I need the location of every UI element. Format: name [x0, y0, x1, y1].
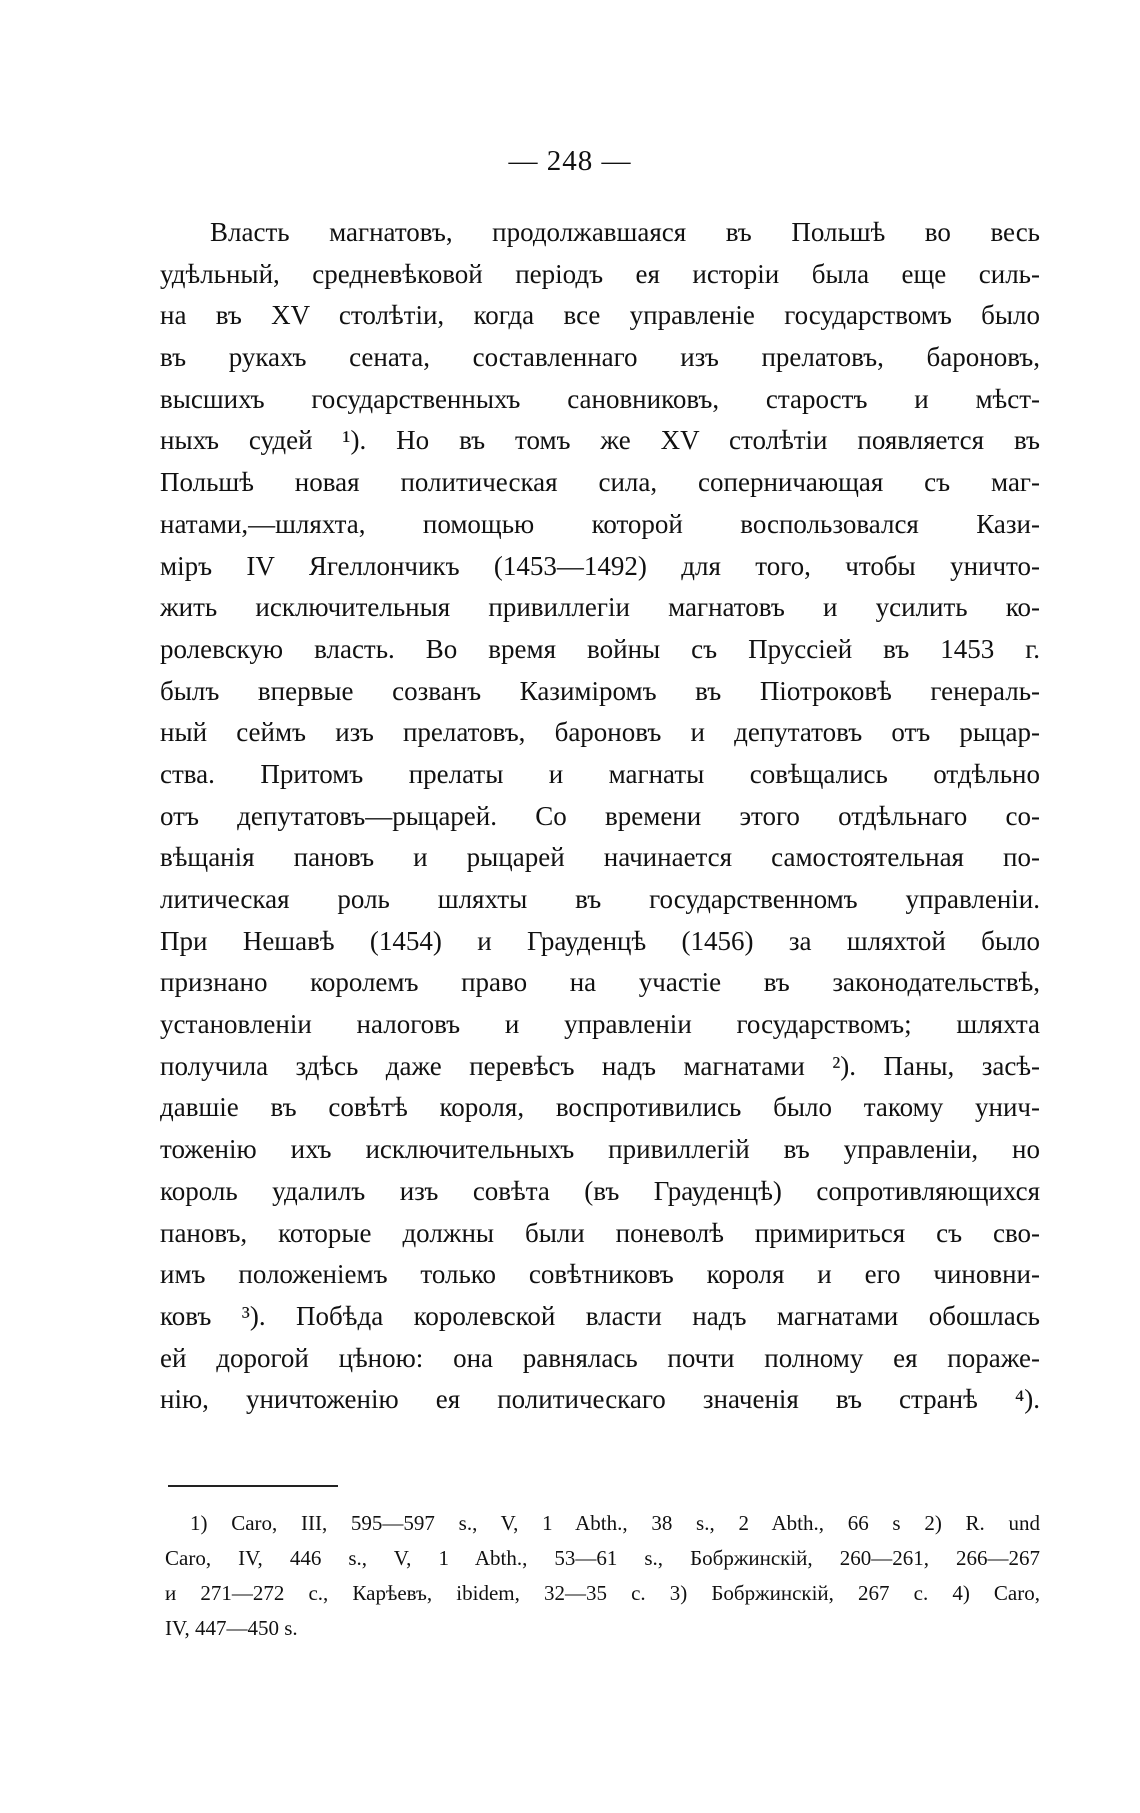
- text-line: король удалилъ изъ совѣта (въ Грауденцѣ) сопротивляющихся: [160, 1175, 1040, 1206]
- text-line: натами,—шляхта, помощью которой воспользовался Кази-: [160, 508, 1040, 539]
- text-line: Польшѣ новая политическая сила, соперничающая съ маг-: [160, 467, 1040, 498]
- text-line: имъ положеніемъ только совѣтниковъ короля и его чиновни-: [160, 1259, 1040, 1290]
- text-line: признано королемъ право на участіе въ законодательствѣ,: [160, 967, 1040, 998]
- text-line: тоженію ихъ исключительныхъ привиллегій въ управленіи, но: [160, 1134, 1040, 1165]
- footnote-line: IV, 447—450 s.: [165, 1616, 298, 1640]
- text-line: отъ депутатовъ—рыцарей. Со времени этого отдѣльнаго со-: [160, 800, 1040, 831]
- text-line: При Нешавѣ (1454) и Грауденцѣ (1456) за шляхтой было: [160, 925, 1040, 956]
- text-line: пановъ, которые должны были поневолѣ примириться съ сво-: [160, 1217, 1040, 1248]
- page-number: — 248 —: [508, 145, 632, 177]
- text-line: вѣщанія пановъ и рыцарей начинается самостоятельная по-: [160, 842, 1040, 873]
- text-line: давшіе въ совѣтѣ короля, воспротивились было такому унич-: [160, 1092, 1040, 1123]
- footnote-divider: [168, 1485, 338, 1487]
- text-line: на въ XV столѣтіи, когда все управленіе государствомъ было: [160, 300, 1040, 331]
- footnote-line: и 271—272 с., Карѣевъ, ibidem, 32—35 с. 3) Бобржинскій, 267 с. 4) Caro,: [165, 1581, 1040, 1605]
- text-line: былъ впервые созванъ Казиміромъ въ Піотроковѣ генераль-: [160, 675, 1040, 706]
- text-line: установленіи налоговъ и управленіи государствомъ; шляхта: [160, 1009, 1040, 1040]
- text-line: въ рукахъ сената, составленнаго изъ прелатовъ, бароновъ,: [160, 342, 1040, 373]
- text-line: удѣльный, средневѣковой періодъ ея исторіи была еще силь-: [160, 258, 1040, 289]
- footnote-line: 1) Caro, III, 595—597 s., V, 1 Abth., 38 s., 2 Abth., 66 s 2) R. und: [190, 1511, 1040, 1535]
- text-line: ковъ ³). Побѣда королевской власти надъ магнатами обошлась: [160, 1300, 1040, 1331]
- text-line: ей дорогой цѣною: она равнялась почти полному ея пораже-: [160, 1342, 1040, 1373]
- text-line: литическая роль шляхты въ государственномъ управленіи.: [160, 884, 1040, 914]
- main-text: [160, 212, 1040, 1421]
- text-line: ства. Притомъ прелаты и магнаты совѣщались отдѣльно: [160, 758, 1040, 789]
- text-line: ный сеймъ изъ прелатовъ, бароновъ и депутатовъ отъ рыцар-: [160, 717, 1040, 748]
- text-line: Власть магнатовъ, продолжавшаяся въ Польшѣ во весь: [210, 217, 1040, 247]
- text-line: ролевскую власть. Во время войны съ Пруссіей въ 1453 г.: [160, 633, 1040, 664]
- text-line: ныхъ судей ¹). Но въ томъ же XV столѣтіи появляется въ: [160, 425, 1040, 456]
- footnotes: [165, 1506, 1040, 1646]
- text-line: нію, уничтоженію ея политическаго значенія въ странѣ ⁴).: [160, 1384, 1040, 1415]
- text-line: получила здѣсь даже перевѣсъ надъ магнатами ²). Паны, засѣ-: [160, 1050, 1040, 1081]
- text-line: жить исключительныя привиллегіи магнатовъ и усилить ко-: [160, 592, 1040, 623]
- text-line: высшихъ государственныхъ сановниковъ, старостъ и мѣст-: [160, 383, 1040, 414]
- text-line: міръ IV Ягеллончикъ (1453—1492) для того, чтобы уничто-: [160, 550, 1040, 581]
- footnote-line: Caro, IV, 446 s., V, 1 Abth., 53—61 s., Бобржинскій, 260—261, 266—267: [165, 1546, 1040, 1570]
